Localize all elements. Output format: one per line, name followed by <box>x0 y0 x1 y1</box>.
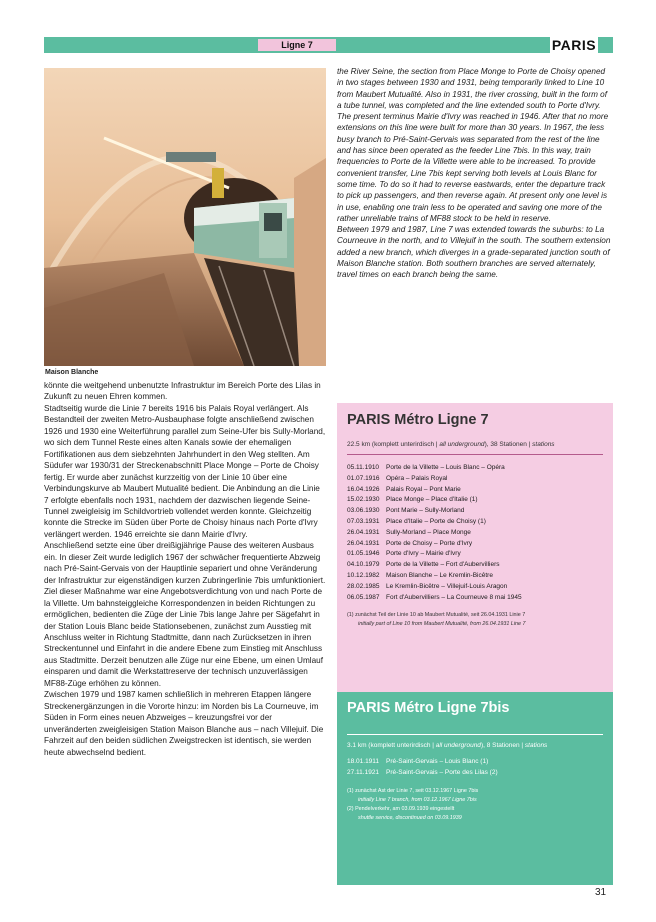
timeline-row: 07.03.1931 Place d'Italie – Porte de Choisy (1) <box>347 517 486 525</box>
timeline-row: 26.04.1931 Sully-Morland – Place Monge <box>347 528 471 536</box>
factbox-summary: 3.1 km (komplett unterirdisch | all underground), 8 Stationen | stations <box>347 742 548 749</box>
timeline <box>347 757 613 779</box>
timeline-row: 01.07.1916 Opéra – Palais Royal <box>347 474 448 482</box>
german-article <box>44 380 326 758</box>
footnote: (1) zunächst Teil der Linie 10 ab Maubert Mutualité, seit 26.04.1931 Linie 7 initially part of Line 10 from Maubert Mutualité, from 26.04.1931 Line 7 <box>347 612 526 628</box>
timeline-row: 10.12.1982 Maison Blanche – Le Kremlin-Bicêtre <box>347 571 493 579</box>
footnote: (1) zunächst Ast der Linie 7, seit 03.12.1967 Ligne 7bis initially Line 7 branch, from 03.12.1967 Ligne 7bis (2) Pendelverkehr, am 03.09.1939 eingestellt shuttle service, discontinued on 03.09.1939 <box>347 787 479 821</box>
timeline-row: 28.02.1985 Le Kremlin-Bicêtre – Villejuif-Louis Aragon <box>347 582 508 590</box>
german-paragraph: könnte die weitgehend unbenutzte Infrastruktur im Bereich Porte des Lilas in Zukunft zu neuen Ehren kommen. <box>44 381 321 402</box>
english-paragraph: the River Seine, the section from Place Monge to Porte de Choisy opened in two stages between 1930 and 1931, being temporarily linked to Line 10 from Maubert Mutualité. Also in 1931, the river crossing, built in the form of a tube tunnel, was completed and the line extended south to Porte d'Ivry. The present terminus Mairie d'Ivry was reached in 1946. After that no more extensions on this line were built for more than 30 years. In 1967, the less busy branch to Pré-Saint-Gervais was separated from the rest of the line and has since been operated as the feeder Line 7bis. In this way, train frequencies to Porte de la Villette were able to be increased. To provide convenient transfer, Line 7bis kept serving both levels at Louis Blanc for some time. To do so it had to reverse eastwards, enter the departure track to pick up passengers, and then reverse again. At present only one level is in use, enabling one train less to be operated and saving one more of the rather unreliable trains of MF88 stock to be held in reserve. <box>337 67 609 223</box>
page-number: 31 <box>595 887 607 898</box>
german-paragraph: Zwischen 1979 und 1987 kamen schließlich in mehreren Etappen längere Streckenergänzungen in die Vororte hinzu: im Norden bis La Courneuve, im Süden in Form eines neuen Abzweiges – kreuzungsfrei vor der unveränderten zweigleisigen Station Maison Blanche aus – nach Villejuif. Die Fahrzeit auf den beiden südlichen Zweigstrecken ist identisch, sie werden heute abwechselnd bedient. <box>44 690 324 757</box>
timeline-row: 05.11.1910 Porte de la Villette – Louis Blanc – Opéra <box>347 464 505 471</box>
english-paragraph: Between 1979 and 1987, Line 7 was extended towards the suburbs: to La Courneuve in the north, and to Villejuif in the south. The southern extension added a new branch, which diverges in a grade-separated junction south of Maison Blanche station. Both southern branches are served alternately, travel times on each branch being the same. <box>337 225 611 280</box>
timeline-row: 06.05.1987 Fort d'Aubervilliers – La Courneuve 8 mai 1945 <box>347 593 522 601</box>
german-paragraph: Anschließend setzte eine über dreißigjährige Pause des weiteren Ausbaus ein. In dieser Zeit wurde lediglich 1967 der schwächer frequentierte Abzweig nach Pré-Saint-Gervais von der Hauptlinie separiert und ohne Veränderung der Infrastruktur zur eigenständigen kurzen Zubringerlinie 7bis umfunktioniert. Ziel dieser Maßnahme war eine Angebotsverdichtung von und nach Porte de la Villette. Um bahnsteiggleiche Korrespondenzen in beiden Richtungen zu ermöglichen, bedienten die Züge der Linie 7bis lange Jahre per Sägefahrt in der Station Louis Blanc beide Stationsebenen, zunächst zum Ausstieg mit Anschluss weiter in Richtung Stadtmitte, dann nach Zurücksetzen in ihren Streckentunnel und Einfahrt in die andere Ebene zum Einstieg mit Anschluss aus Stadtmitte. Derzeit benutzen alle Züge nur eine Ebene, um einen Umlauf einsparen und damit die Werkstattreserve der technisch unzuverlässigen MF88-Züge erhöhen zu können. <box>44 541 326 688</box>
ligne7-factbox <box>337 403 613 695</box>
timeline-row: 18.01.1911 Pré-Saint-Gervais – Louis Blanc (1) <box>347 758 489 765</box>
timeline-row: 03.06.1930 Pont Marie – Sully-Morland <box>347 507 465 515</box>
section-label: Ligne 7 <box>258 39 336 51</box>
english-article <box>337 66 613 281</box>
factbox-title: PARIS Métro Ligne 7bis <box>347 700 510 716</box>
header-tab <box>598 37 613 53</box>
timeline-row: 04.10.1979 Porte de la Villette – Fort d'Aubervilliers <box>347 561 500 569</box>
ligne7bis-factbox <box>337 692 613 885</box>
divider <box>347 454 603 455</box>
timeline-row: 26.04.1931 Porte de Choisy – Porte d'Ivry <box>347 539 473 547</box>
factbox-summary: 22.5 km (komplett unterirdisch | all underground), 38 Stationen | stations <box>347 441 555 448</box>
timeline-row: 27.11.1921 Pré-Saint-Gervais – Porte des Lilas (2) <box>347 768 498 776</box>
timeline-row: 01.05.1946 Porte d'Ivry – Mairie d'Ivry <box>347 550 461 558</box>
timeline-row: 15.02.1930 Place Monge – Place d'Italie (1) <box>347 496 478 504</box>
station-photo <box>44 68 326 366</box>
timeline-row: 16.04.1926 Palais Royal – Pont Marie <box>347 485 461 493</box>
factbox-title: PARIS Métro Ligne 7 <box>347 412 489 428</box>
photo-caption: Maison Blanche <box>45 369 99 376</box>
german-paragraph: Stadtseitig wurde die Linie 7 bereits 1916 bis Palais Royal verlängert. Als Bestandteil der zweiten Metro-Ausbauphase folgte anschließend zwischen 1926 und 1930 eine Weiterführung parallel zum Seine-Ufer bis Sully-Morland, wo sich dem Tunnel Reste eines alten Kanals sowie der ehemaligen Fortifikationen aus dem siebzehnten Jahrhundert in den Weg stellten. Am Südufer war 1930/31 der Streckenabschnitt Place Monge – Porte de Choisy fertig. Er wurde aber zunächst kurzzeitig von der Linie 10 über eine Verbindungskurve ab Maubert Mutualité bedient. Die Anbindung an die Linie 7 erfolgte ebenfalls noch 1931, nachdem der dazwischen liegende Seine-Tunnel zweigleisig im Schildvortrieb vollendet werden konnte. Gleichzeitig konnte die Strecke im Süden über Porte de Choisy hinaus nach Porte d'Ivry verlängert werden. 1946 erreichte sie dann Mairie d'Ivry. <box>44 403 326 539</box>
city-title: PARIS <box>551 37 597 53</box>
timeline <box>347 463 613 603</box>
